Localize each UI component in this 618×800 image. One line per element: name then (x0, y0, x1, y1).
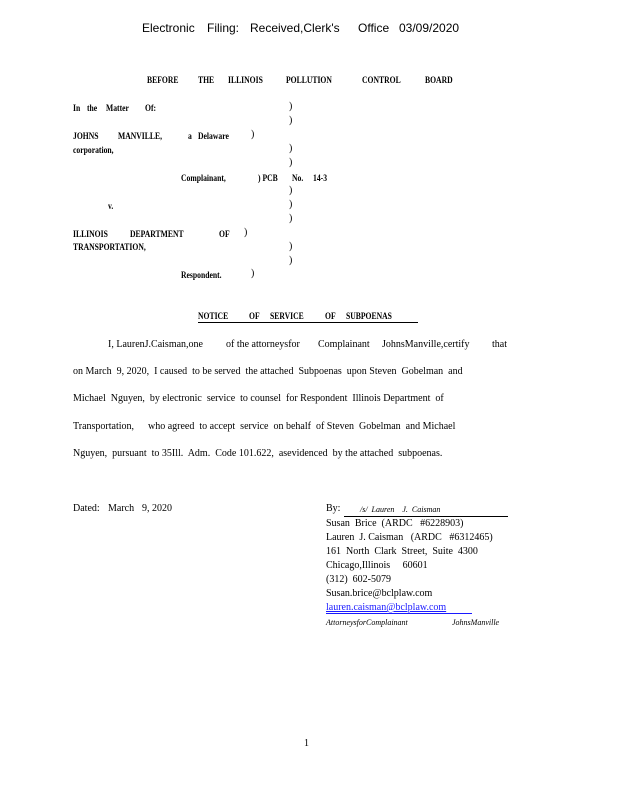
body-line-1-b: of the attorneysfor (226, 339, 300, 350)
signature-client: JohnsManville (452, 618, 500, 627)
dated-label: Dated: (73, 503, 100, 514)
notice-title-underline (198, 322, 418, 323)
body-line-5: Nguyen, pursuant to 35Ill. Adm. Code 101.622, asevidenced by the attached subpoenas. (73, 448, 443, 459)
caption-department: DEPARTMENT (130, 229, 184, 239)
dated-day: 9, 2020 (142, 503, 172, 514)
signature-line-4: Chicago,Illinois 60601 (326, 560, 428, 571)
signature-line-3: 161 North Clark Street, Suite 4300 (326, 546, 478, 557)
court-illinois: ILLINOIS (228, 75, 263, 85)
caption-matter: Matter (106, 103, 129, 113)
caption-johns: JOHNS (73, 131, 99, 141)
body-line-1-d: JohnsManville,certify (382, 339, 470, 350)
caption-no: No. (292, 173, 304, 183)
header-filing: Filing: (207, 21, 240, 35)
caption-paren: ) (289, 185, 293, 196)
caption-a: a (188, 131, 192, 141)
signature-email-link[interactable]: lauren.caisman@bclplaw.com (326, 602, 447, 613)
caption-delaware: Delaware (198, 131, 229, 141)
caption-respondent: Respondent. (181, 270, 222, 280)
caption-transportation: TRANSPORTATION, (73, 242, 146, 252)
signature-attorneys-for: AttorneysforComplainant (326, 618, 408, 627)
page-number: 1 (304, 738, 309, 749)
caption-the: the (87, 103, 98, 113)
header-office: Office (358, 21, 390, 35)
notice-title-of: OF (249, 311, 260, 321)
caption-paren: ) (289, 101, 293, 112)
caption-case-number: 14-3 (313, 173, 328, 183)
caption-paren: ) (289, 213, 293, 224)
caption-corporation: corporation, (73, 145, 114, 155)
caption-paren: ) (289, 143, 293, 154)
notice-title-subpoenas: SUBPOENAS (346, 311, 392, 321)
court-board: BOARD (425, 75, 453, 85)
signature-electronic: /s/ Lauren J. Caisman (360, 505, 441, 514)
caption-paren: ) (251, 129, 255, 140)
caption-paren: ) (251, 268, 255, 279)
caption-paren: ) (289, 157, 293, 168)
body-line-2: on March 9, 2020, I caused to be served the attached Subpoenas upon Steven Gobelman and (73, 366, 463, 377)
dated-month: March (108, 503, 135, 514)
body-line-4-b: who agreed to accept service on behalf of Steven Gobelman and Michael (148, 421, 456, 432)
email-underline (326, 613, 472, 614)
notice-title-service: SERVICE (270, 311, 304, 321)
court-pollution: POLLUTION (286, 75, 332, 85)
body-line-3: Michael Nguyen, by electronic service to counsel for Respondent Illinois Department of (73, 393, 444, 404)
caption-paren: ) (289, 115, 293, 126)
header-received: Received,Clerk's (250, 21, 340, 35)
caption-paren: ) (289, 241, 293, 252)
notice-title-of2: OF (325, 311, 336, 321)
caption-of: Of: (145, 103, 157, 113)
signature-by: By: (326, 503, 341, 514)
caption-paren: ) (289, 255, 293, 266)
body-line-4-a: Transportation, (73, 421, 135, 432)
caption-pcb: ) PCB (258, 173, 278, 183)
notice-title-notice: NOTICE (198, 311, 229, 321)
caption-paren: ) (244, 227, 248, 238)
body-line-1-c: Complainant (318, 339, 370, 350)
caption-of2: OF (219, 229, 230, 239)
signature-line-1: Susan Brice (ARDC #6228903) (326, 518, 464, 529)
header-date: 03/09/2020 (399, 21, 460, 35)
caption-manville: MANVILLE, (118, 131, 163, 141)
court-before: BEFORE (147, 75, 179, 85)
signature-email-1: Susan.brice@bclplaw.com (326, 588, 433, 599)
caption-paren: ) (289, 199, 293, 210)
caption-complainant: Complainant, (181, 173, 226, 183)
signature-line (344, 516, 508, 517)
signature-line-2: Lauren J. Caisman (ARDC #6312465) (326, 532, 493, 543)
signature-phone: (312) 602-5079 (326, 574, 391, 585)
caption-in: In (73, 103, 81, 113)
caption-illinois: ILLINOIS (73, 229, 108, 239)
body-line-1-e: that (492, 339, 507, 350)
court-control: CONTROL (362, 75, 401, 85)
caption-v: v. (108, 201, 114, 211)
body-line-1-a: I, LaurenJ.Caisman,one (108, 339, 203, 350)
court-the: THE (198, 75, 215, 85)
header-electronic: Electronic (142, 21, 195, 35)
